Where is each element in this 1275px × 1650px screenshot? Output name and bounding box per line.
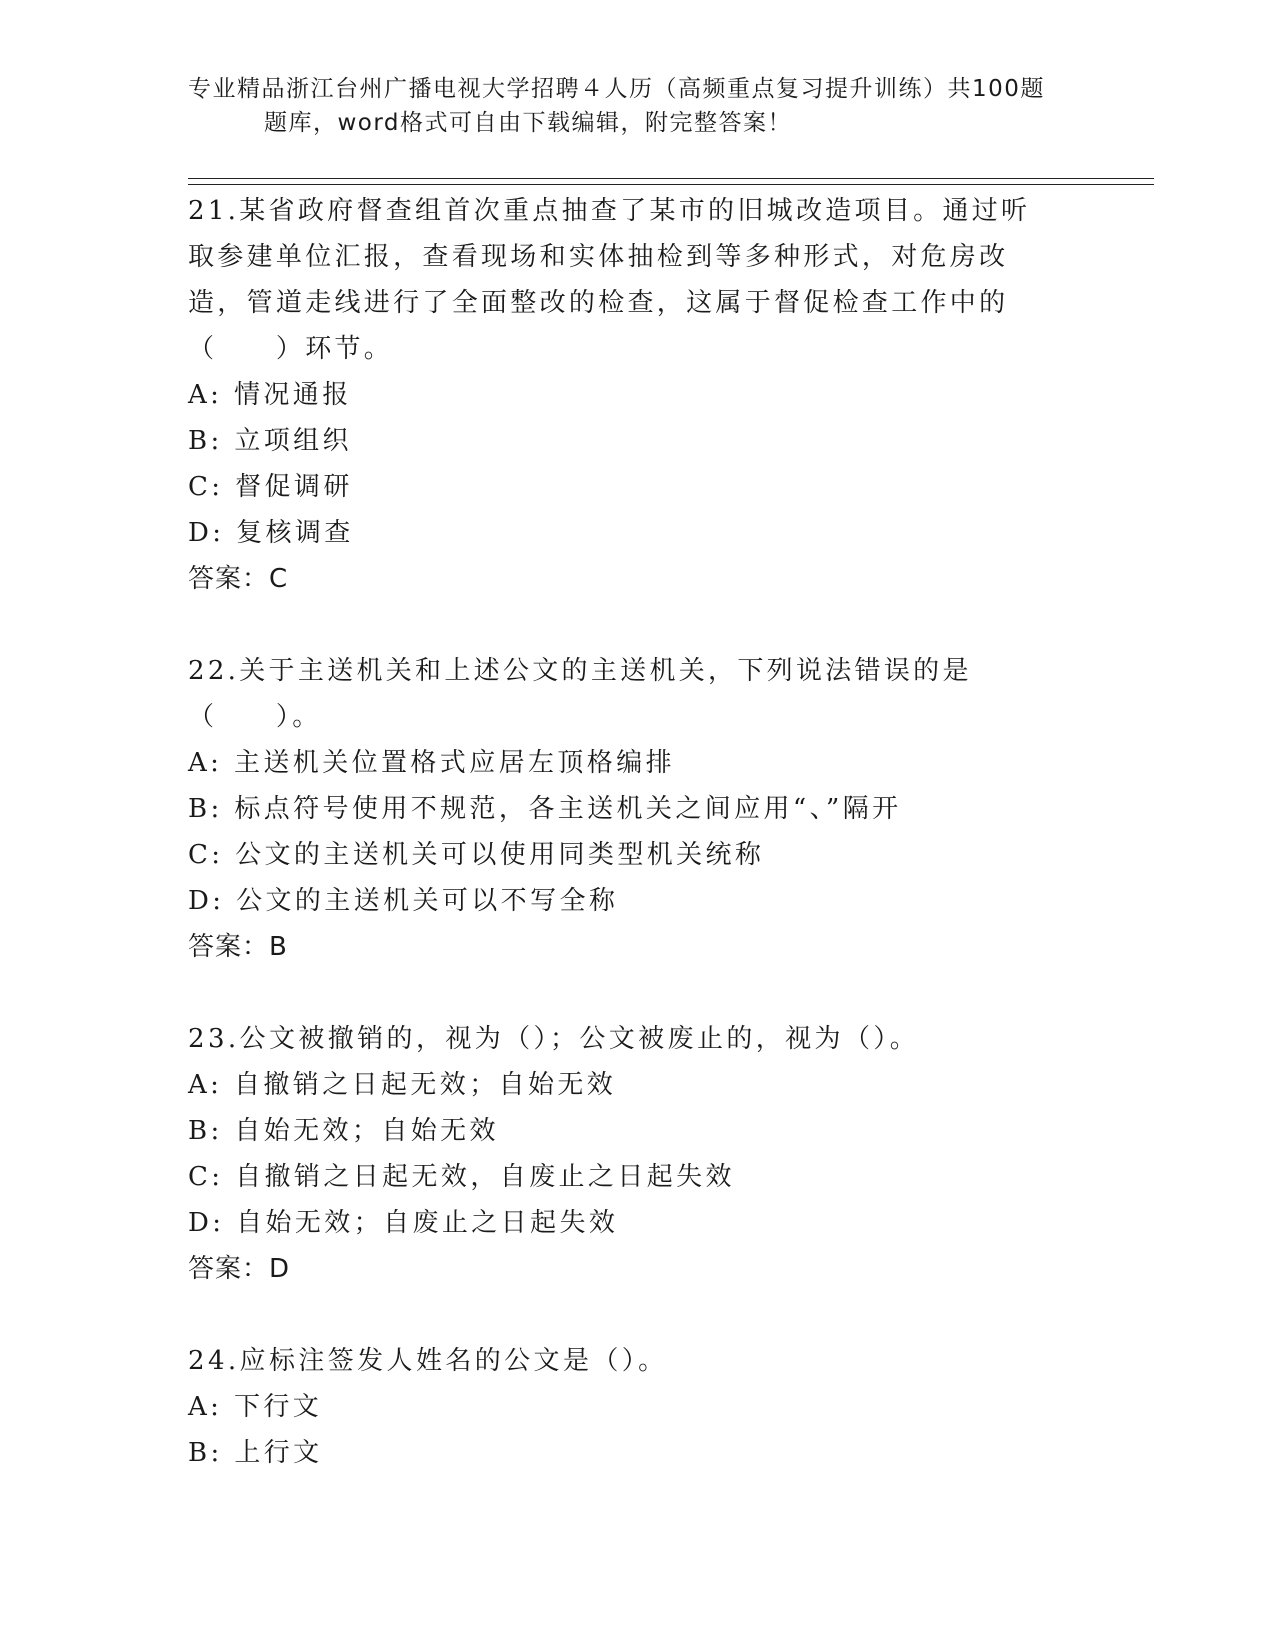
header-line-1: 专业精品浙江台州广播电视大学招聘４人历（高频重点复习提升训练）共100题 — [188, 76, 1045, 102]
option-d: D: 自始无效；自废止之日起失效 — [188, 1208, 619, 1238]
option-c: C: 自撤销之日起无效，自废止之日起失效 — [188, 1162, 735, 1192]
option-b: B: 立项组织 — [188, 426, 352, 456]
question-text: 24.应标注签发人姓名的公文是（）。 — [188, 1346, 668, 1376]
header-line-2: 题库，word格式可自由下载编辑，附完整答案！ — [264, 110, 793, 136]
question-21 — [188, 188, 1088, 602]
question-22 — [188, 648, 1088, 970]
question-text: 22.关于主送机关和上述公文的主送机关，下列说法错误的是（ ）。 — [188, 656, 972, 732]
option-b: B: 上行文 — [188, 1438, 323, 1468]
question-list — [188, 188, 1088, 1476]
option-a: A: 自撤销之日起无效；自始无效 — [188, 1070, 617, 1100]
option-c: C: 公文的主送机关可以使用同类型机关统称 — [188, 840, 765, 870]
answer: 答案：C — [188, 564, 289, 594]
spacer — [188, 1292, 1088, 1338]
spacer — [188, 602, 1088, 648]
document-header — [188, 72, 1068, 140]
option-a: A: 主送机关位置格式应居左顶格编排 — [188, 748, 676, 778]
option-c: C: 督促调研 — [188, 472, 353, 502]
question-text: 21.某省政府督查组首次重点抽查了某市的旧城改造项目。通过听取参建单位汇报，查看现场和实体抽检到等多种形式，对危房改造，管道走线进行了全面整改的检查，这属于督促检查工作中的（ ）环节。 — [188, 196, 1031, 364]
option-a: A: 下行文 — [188, 1392, 323, 1422]
question-24 — [188, 1338, 1088, 1476]
answer: 答案：D — [188, 1254, 291, 1284]
header-divider-bottom — [188, 184, 1154, 185]
option-b: B: 自始无效；自始无效 — [188, 1116, 499, 1146]
option-a: A: 情况通报 — [188, 380, 352, 410]
question-text: 23.公文被撤销的，视为（）；公文被废止的，视为（）。 — [188, 1024, 920, 1054]
spacer — [188, 970, 1088, 1016]
header-divider-top — [188, 178, 1154, 179]
option-d: D: 公文的主送机关可以不写全称 — [188, 886, 619, 916]
question-23 — [188, 1016, 1088, 1292]
option-d: D: 复核调查 — [188, 518, 354, 548]
answer: 答案：B — [188, 932, 288, 962]
option-b: B: 标点符号使用不规范，各主送机关之间应用“、”隔开 — [188, 794, 902, 824]
